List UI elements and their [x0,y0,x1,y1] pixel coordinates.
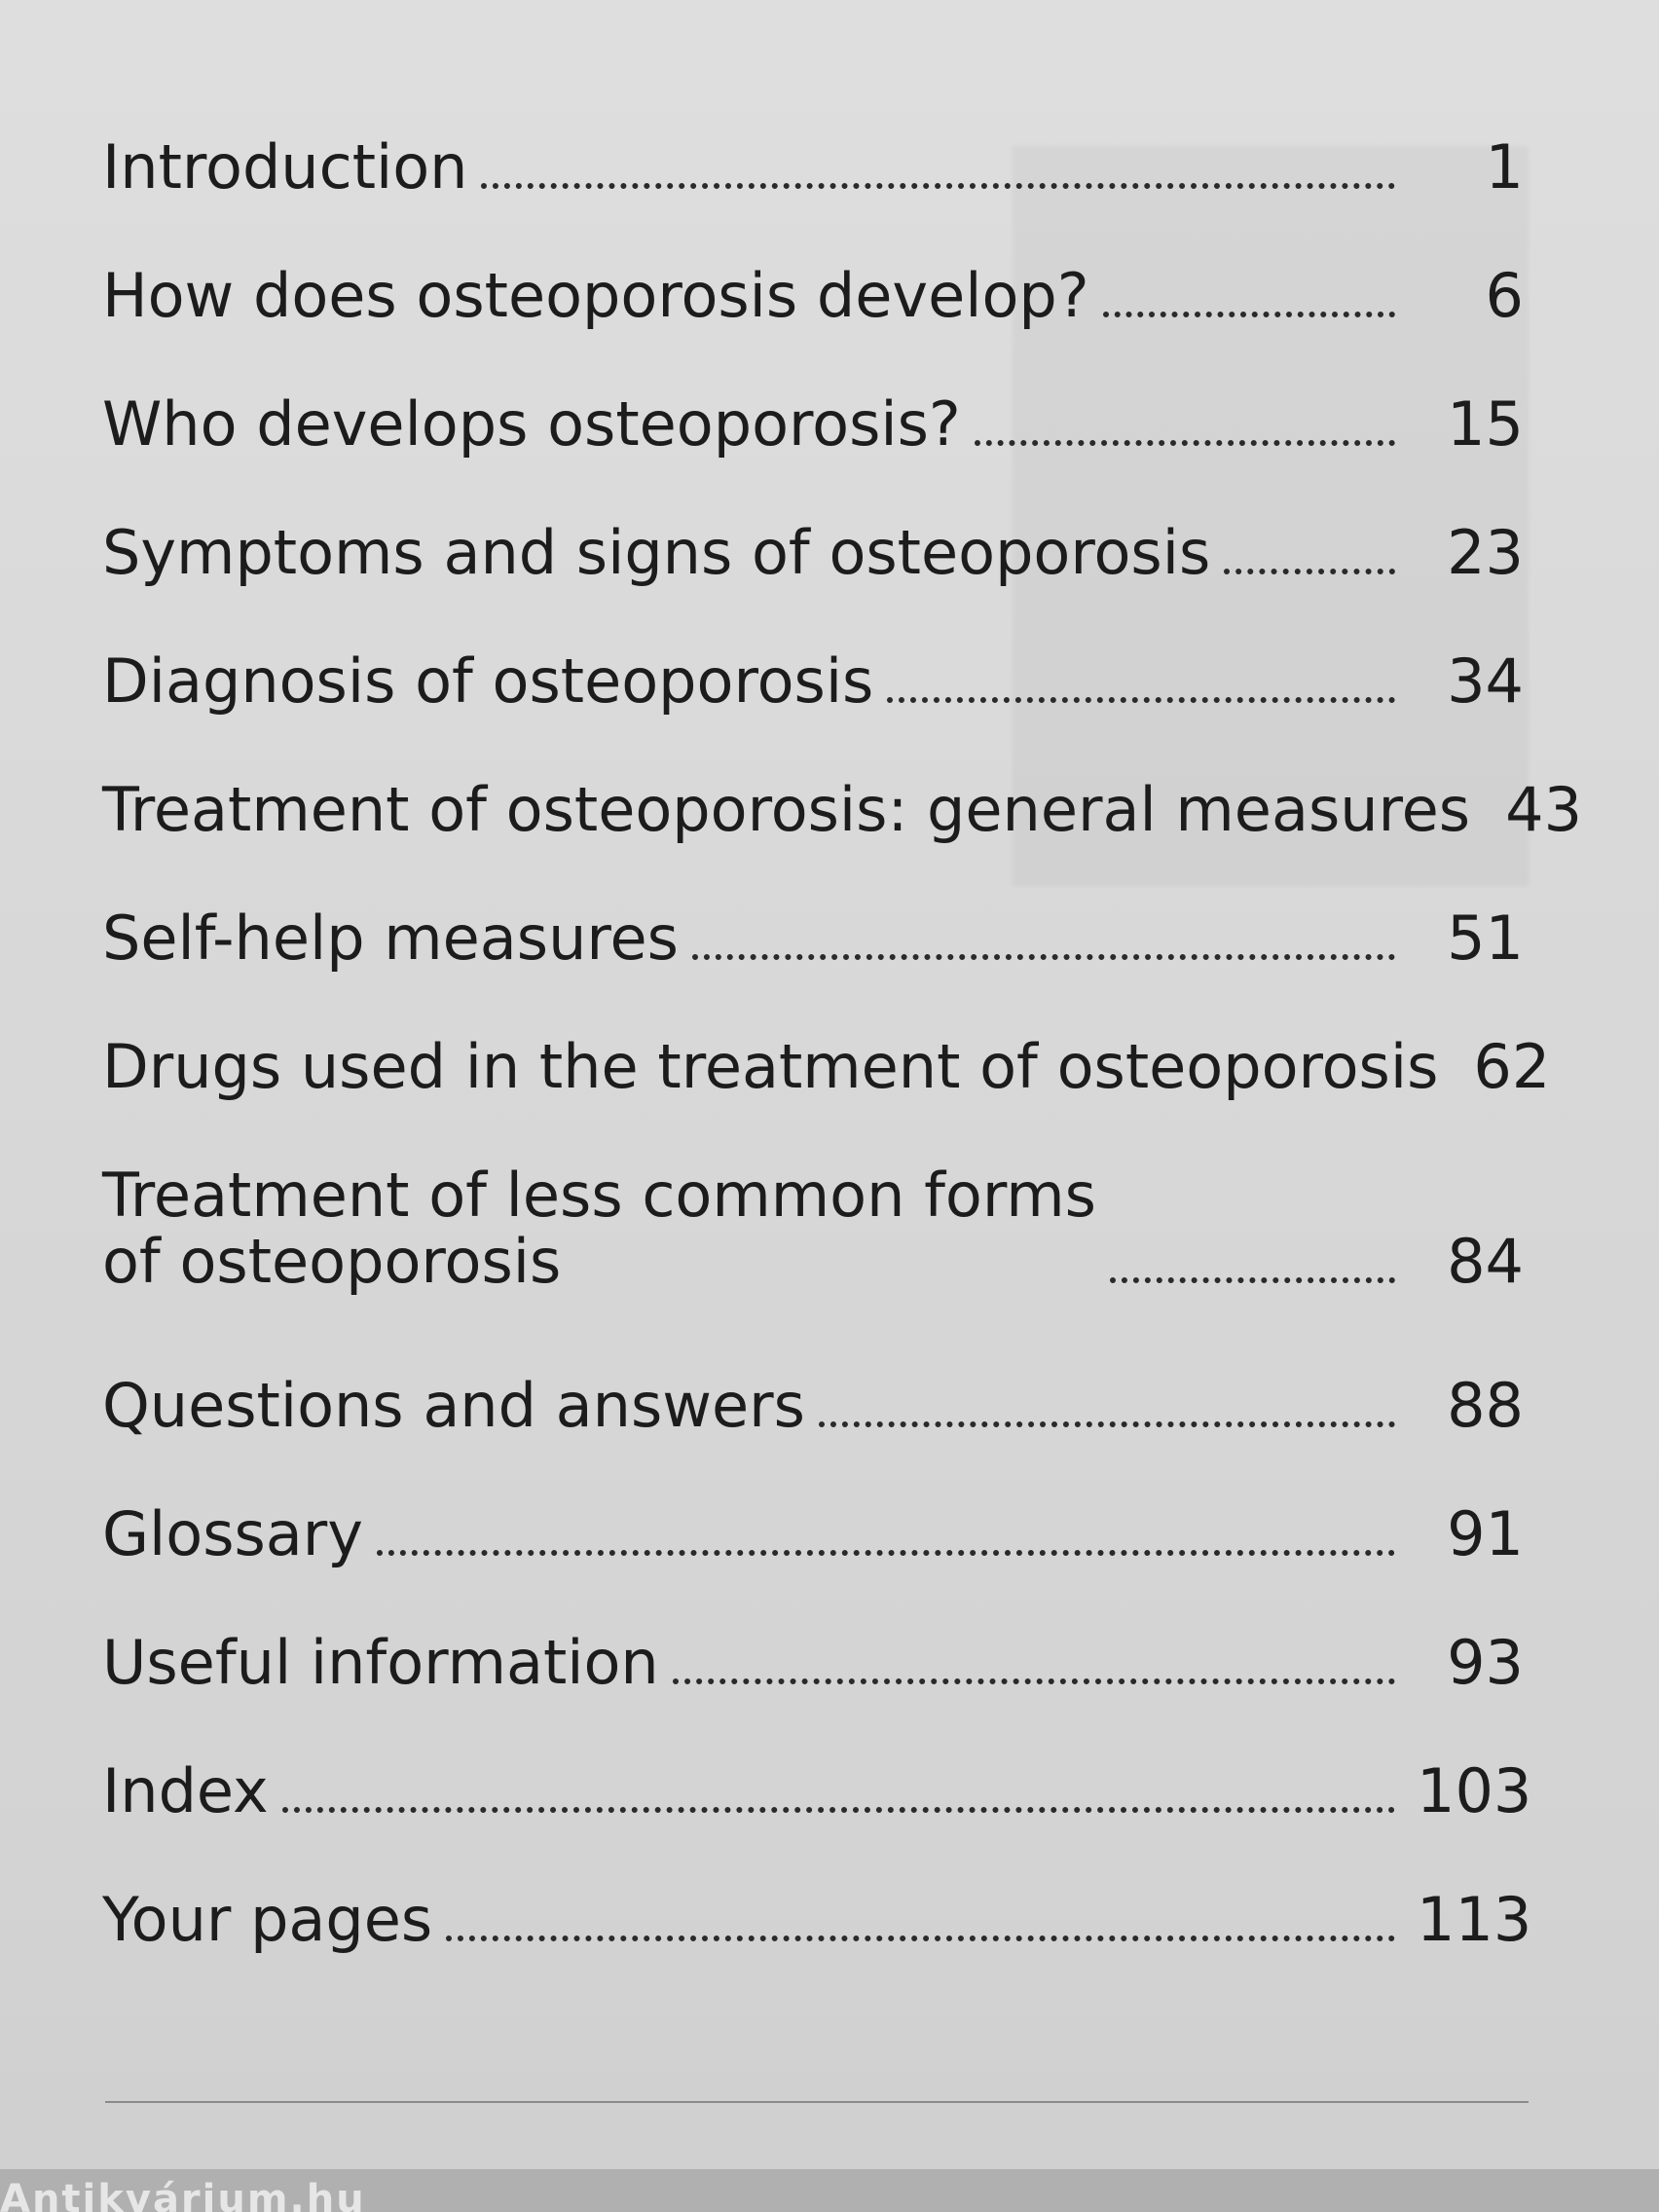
toc-entry-page: 84 [1447,1226,1524,1298]
toc-entry-who-develops[interactable] [102,388,1524,460]
toc-entry-page: 91 [1447,1498,1524,1569]
dot-leader [673,1678,1395,1684]
toc-entry-title: Questions and answers [102,1370,805,1441]
toc-entry-your-pages[interactable] [102,1884,1532,1955]
toc-entry-title: How does osteoporosis develop? [102,260,1089,331]
toc-entry-page: 34 [1447,645,1524,717]
toc-entry-page: 6 [1485,260,1524,331]
toc-entry-title: Symptoms and signs of osteoporosis [102,517,1211,588]
toc-entry-title: Self-help measures [102,903,679,974]
watermark-text: Antikvárium.hu [0,2177,366,2212]
toc-entry-page: 15 [1447,388,1524,460]
dot-leader [1110,1277,1395,1283]
toc-entry-questions[interactable] [102,1370,1524,1441]
toc-entry-page: 93 [1447,1627,1524,1698]
toc-entry-page: 1 [1485,131,1524,203]
toc-entry-title: Your pages [102,1884,433,1955]
toc-entry-diagnosis[interactable] [102,645,1524,717]
toc-entry-title: Introduction [102,131,468,203]
toc-entry-page: 51 [1447,903,1524,974]
toc-entry-self-help[interactable] [102,905,1524,972]
toc-entry-introduction[interactable] [102,131,1524,203]
dot-leader [887,697,1395,703]
toc-entry-page: 88 [1447,1370,1524,1441]
toc-entry-less-common-forms[interactable] [102,1160,1524,1298]
toc-entry-page: 113 [1417,1884,1532,1955]
toc-entry-title: Glossary [102,1498,363,1569]
toc-entry-page: 23 [1447,517,1524,588]
toc-entry-title: Diagnosis of osteoporosis [102,645,874,717]
toc-entry-title: Treatment of osteoporosis: general measures [102,774,1471,845]
toc-entry-page: 103 [1417,1755,1532,1826]
toc-entry-symptoms[interactable] [102,517,1524,588]
toc-entry-title-line2: of osteoporosis [102,1226,562,1298]
toc-entry-page: 62 [1473,1031,1551,1102]
dot-leader [481,183,1395,189]
toc-entry-useful-information[interactable] [102,1627,1524,1698]
dot-leader [1103,312,1395,317]
dot-leader [446,1936,1395,1941]
dot-leader [819,1421,1395,1427]
toc-entry-how-develop[interactable] [102,260,1524,331]
toc-entry-title: Who develops osteoporosis? [102,388,961,460]
toc-entry-title [102,1160,1096,1298]
toc-entry-title: Useful information [102,1627,659,1698]
toc-entry-treatment-general[interactable] [102,774,1583,845]
toc-entry-page: 43 [1505,774,1583,845]
dot-leader [975,440,1395,446]
dot-leader [377,1550,1395,1556]
toc-entry-title-line1: Treatment of less common forms [102,1160,1096,1231]
dot-leader [692,954,1395,960]
dot-leader [1224,569,1395,574]
toc-entry-drugs[interactable] [102,1031,1551,1102]
toc-entry-title: Index [102,1755,269,1826]
toc-entry-title: Drugs used in the treatment of osteoporosis [102,1031,1439,1102]
toc-entry-glossary[interactable] [102,1498,1524,1569]
toc-entry-index[interactable] [102,1755,1532,1826]
dot-leader [282,1807,1395,1813]
bottom-rule [105,2101,1529,2103]
